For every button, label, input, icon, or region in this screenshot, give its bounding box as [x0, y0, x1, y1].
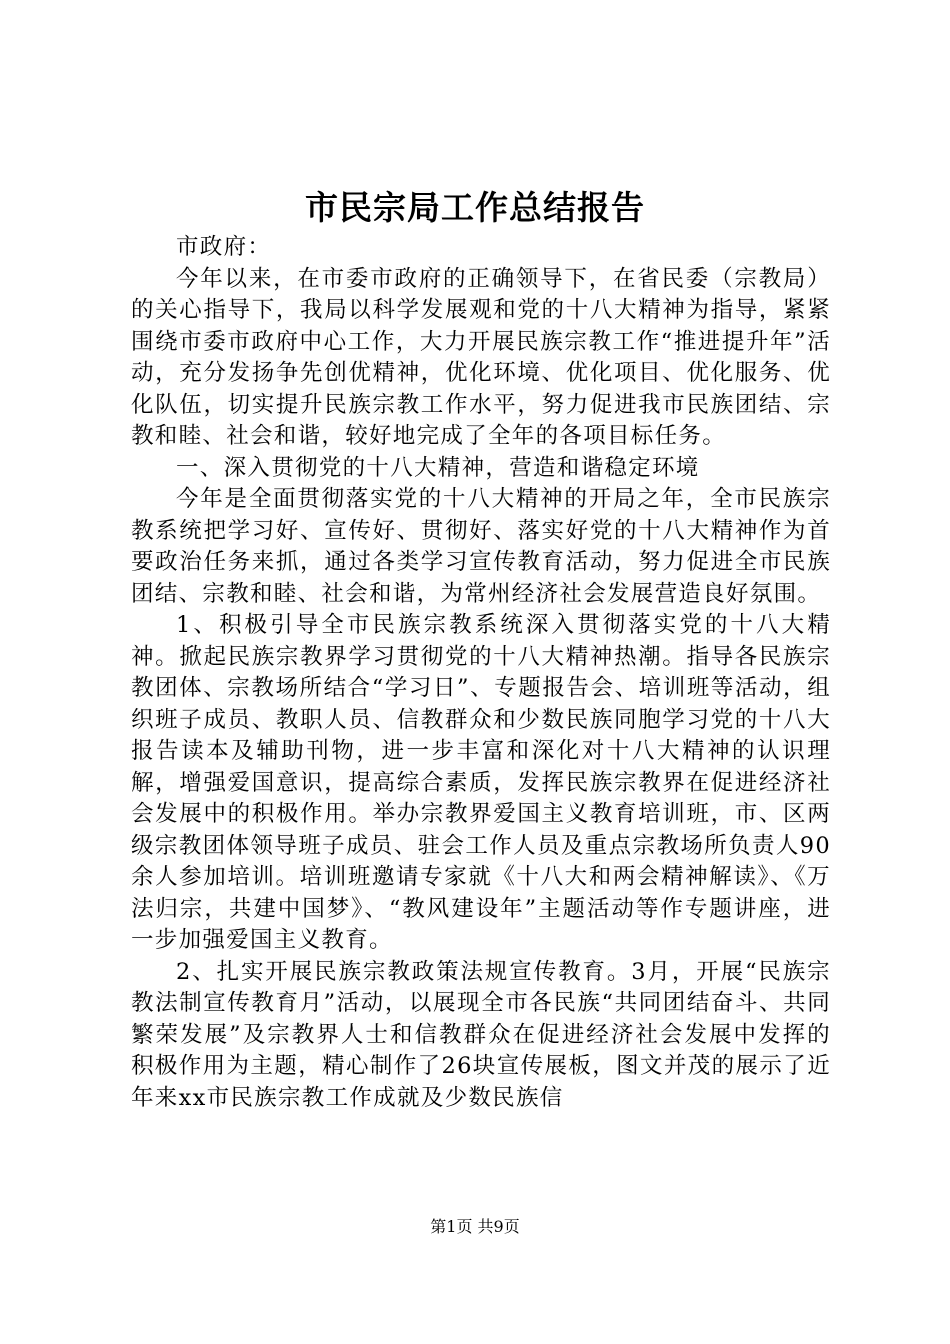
salutation: 市政府：	[176, 234, 272, 260]
section-heading: 一、深入贯彻党的十八大精神，营造和谐稳定环境	[176, 454, 700, 481]
item-paragraph-1: 1、积极引导全市民族宗教系统深入贯彻落实党的十八大精神。掀起民族宗教界学习贯彻党的十八大精神热潮。指导各民族宗教团体、宗教场所结合“学习日”、专题报告会、培训班等活动，组织班子成员、教职人员、信教群众和少数民族同胞学习党的十八大报告读本及辅助刊物，进一步丰富和深化对十八大精神的认识理解，增强爱国意识，提高综合素质，发挥民族宗教界在促进经济社会发展中的积极作用。举办宗教界爱国主义教育培训班，市、区两级宗教团体领导班子成员、驻会工作人员及重点宗教场所负责人90余人参加培训。培训班邀请专家就《十八大和两会精神解读》、《万法归宗，共建中国梦》、“教风建设年”主题活动等作专题讲座，进一步加强爱国主义教育。	[131, 612, 831, 953]
page-footer: 第1页 共9页	[430, 1217, 520, 1236]
section-paragraph: 今年是全面贯彻落实党的十八大精神的开局之年，全市民族宗教系统把学习好、宣传好、贯彻好、落实好党的十八大精神作为首要政治任务来抓，通过各类学习宣传教育活动，努力促进全市民族团结、宗教和睦、社会和谐，为常州经济社会发展营造良好氛围。	[131, 486, 831, 607]
intro-paragraph: 今年以来，在市委市政府的正确领导下，在省民委（宗教局）的关心指导下，我局以科学发展观和党的十八大精神为指导，紧紧围绕市委市政府中心工作，大力开展民族宗教工作“推进提升年”活动，充分发扬争先创优精神，优化环境、优化项目、优化服务、优化队伍，切实提升民族宗教工作水平，努力促进我市民族团结、宗教和睦、社会和谐，较好地完成了全年的各项目标任务。	[131, 265, 831, 449]
document-title: 市民宗局工作总结报告	[305, 188, 645, 227]
item-paragraph-2: 2、扎实开展民族宗教政策法规宣传教育。3月，开展“民族宗教法制宣传教育月”活动，以展现全市各民族“共同团结奋斗、共同繁荣发展”及宗教界人士和信教群众在促进经济社会发展中发挥的积极作用为主题，精心制作了26块宣传展板，图文并茂的展示了近年来xx市民族宗教工作成就及少数民族信	[131, 958, 831, 1111]
document-body	[131, 232, 831, 1114]
